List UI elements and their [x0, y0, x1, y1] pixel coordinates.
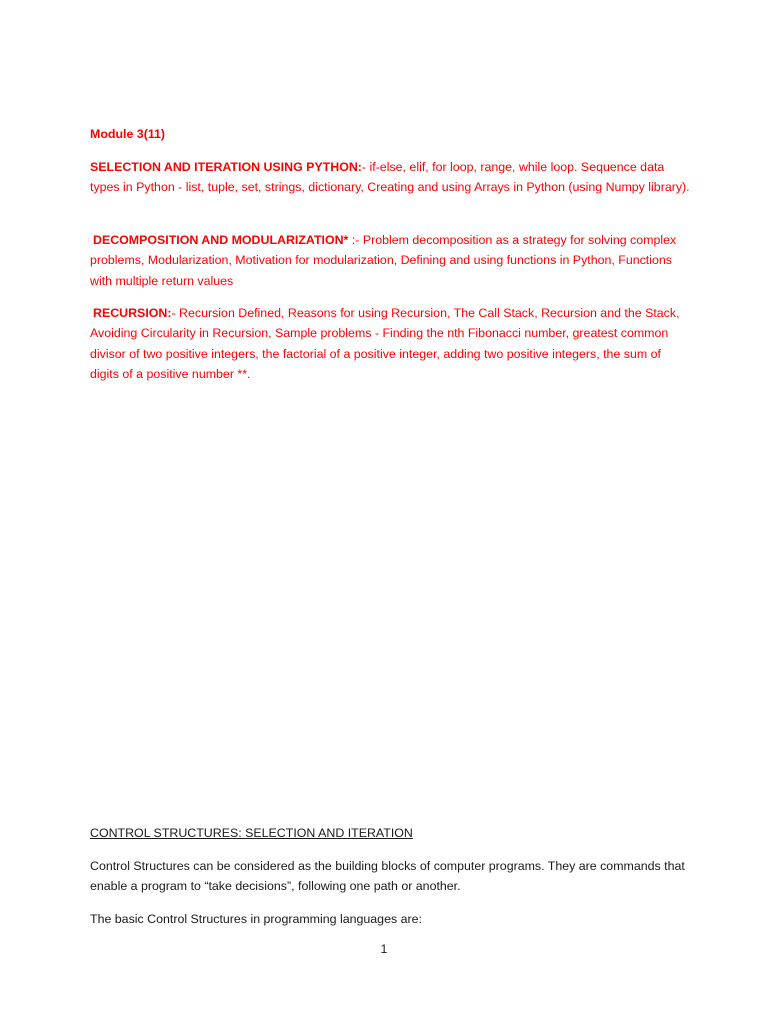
control-structures-paragraph: Control Structures can be considered as the building blocks of computer programs. They are commands that enable a program to “take decisions”, following one path or another. [90, 859, 685, 894]
section-selection-iteration [90, 157, 690, 198]
control-structures-list-intro: The basic Control Structures in programming languages are: [90, 912, 422, 926]
control-structures-title: CONTROL STRUCTURES: SELECTION AND ITERATION [90, 826, 413, 840]
section-heading: RECURSION: [93, 306, 172, 320]
page-number: 1 [380, 942, 388, 956]
section-decomposition [90, 230, 690, 291]
section-recursion [90, 303, 690, 384]
section-body: - if-else, elif, for loop, range, while loop. Sequence data types in Python - list, tuple, set, strings, dictionary, Creating and using Arrays in Python (using Numpy library). [90, 160, 690, 195]
module-heading: Module 3(11) [90, 127, 166, 141]
section-heading: SELECTION AND ITERATION USING PYTHON: [90, 160, 362, 174]
section-body: :- Problem decomposition as a strategy for solving complex problems, Modularization, Motivation for modularization, Defining and using functions in Python, Functions with multiple return values [90, 233, 677, 288]
section-heading: DECOMPOSITION AND MODULARIZATION* [93, 233, 349, 247]
section-body: - Recursion Defined, Reasons for using Recursion, The Call Stack, Recursion and the Stack, Avoiding Circularity in Recursion, Sample problems - Finding the nth Fibonacci number, greatest common divisor of two positive integers, the factorial of a positive integer, adding two positive integers, the sum of digits of a positive number **. [90, 306, 680, 381]
